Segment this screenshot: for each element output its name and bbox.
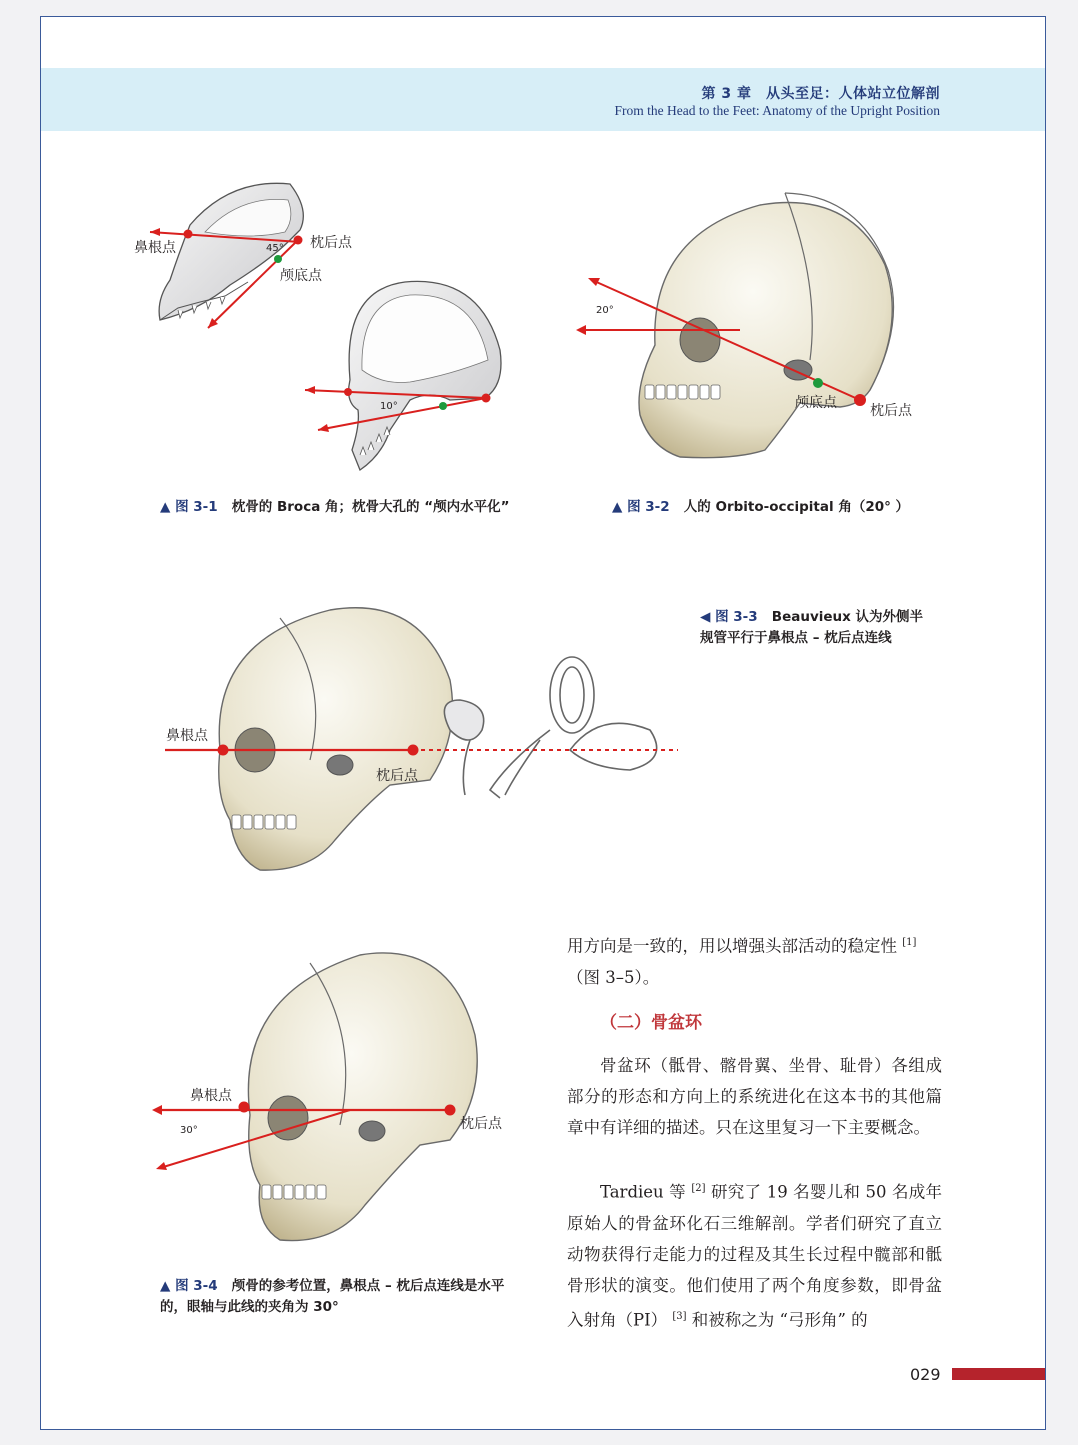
- fig4-nasion-label: 鼻根点: [190, 1088, 232, 1104]
- figure-3-4: [150, 935, 520, 1265]
- fig1-angle-10: 10°: [380, 401, 398, 412]
- caption-text: 枕骨的 Broca 角；枕骨大孔的 “颅内水平化”: [231, 499, 510, 515]
- caption-number: ▲ 图 3-4: [160, 1278, 218, 1294]
- figure-3-3: [160, 600, 690, 885]
- inner-ear-illustration: [444, 657, 656, 798]
- caption-number: ◀ 图 3-3: [700, 609, 758, 625]
- fig2-basion-label: 颅底点: [795, 395, 837, 411]
- caption-fig-3-1: [160, 497, 520, 518]
- caption-number: ▲ 图 3-1: [160, 499, 218, 515]
- fig1-basion-label: 颅底点: [280, 268, 322, 284]
- chapter-title-zh: 第 3 章 从头至足：人体站立位解剖: [701, 86, 940, 102]
- fig4-angle-30: 30°: [180, 1125, 198, 1136]
- reference-3: [3]: [672, 1310, 687, 1322]
- body-paragraph-continued: 用方向是一致的，用以增强头部活动的稳定性 [1] （图 3–5）。: [567, 936, 917, 987]
- figure-3-2: [570, 185, 950, 475]
- chapter-title-en: From the Head to the Feet: Anatomy of the Upright Position: [614, 103, 940, 118]
- caption-text: Beauvieux 认为外侧半规管平行于鼻根点 – 枕后点连线: [700, 609, 924, 646]
- fig2-opisthion-label: 枕后点: [870, 403, 912, 419]
- reference-2: [2]: [691, 1183, 706, 1194]
- fig1-angle-45: 45°: [266, 243, 284, 254]
- caption-fig-3-2: [612, 497, 942, 518]
- body-paragraph-3: Tardieu 等 [2] 研究了 19 名婴儿和 50 名成年原始人的骨盆环化石三维解剖。学者们研究了直立动物获得行走能力的过程及其生长过程中髋部和骶骨形状的演变。他们使用了两个角度参数，即骨盆入射角（PI） [3] 和被称之为 “弓形角” 的: [567, 1182, 942, 1329]
- fig1-nasion-label: 鼻根点: [134, 240, 176, 256]
- caption-text: 人的 Orbito-occipital 角（20° ）: [683, 499, 910, 515]
- page-number-bar: [952, 1368, 1045, 1380]
- fig3-opisthion-label: 枕后点: [376, 768, 418, 784]
- section-heading-pelvic-ring: （二）骨盆环: [600, 1013, 702, 1033]
- caption-number: ▲ 图 3-2: [612, 499, 670, 515]
- page-number: 029: [910, 1365, 941, 1384]
- fig1-opisthion-label: 枕后点: [310, 235, 352, 251]
- fig3-nasion-label: 鼻根点: [166, 728, 208, 744]
- figure-3-1: [120, 170, 540, 480]
- caption-text: 颅骨的参考位置，鼻根点 – 枕后点连线是水平的，眼轴与此线的夹角为 30°: [160, 1278, 505, 1315]
- caption-fig-3-3: [700, 607, 930, 649]
- body-paragraph-2: 骨盆环（骶骨、髂骨翼、坐骨、耻骨）各组成部分的形态和方向上的系统进化在这本书的其他篇章中有详细的描述。只在这里复习一下主要概念。: [567, 1056, 942, 1137]
- fig4-opisthion-label: 枕后点: [460, 1116, 502, 1132]
- fig2-angle-20: 20°: [596, 305, 614, 316]
- caption-fig-3-4: [160, 1276, 530, 1318]
- reference-1: [1]: [902, 937, 917, 948]
